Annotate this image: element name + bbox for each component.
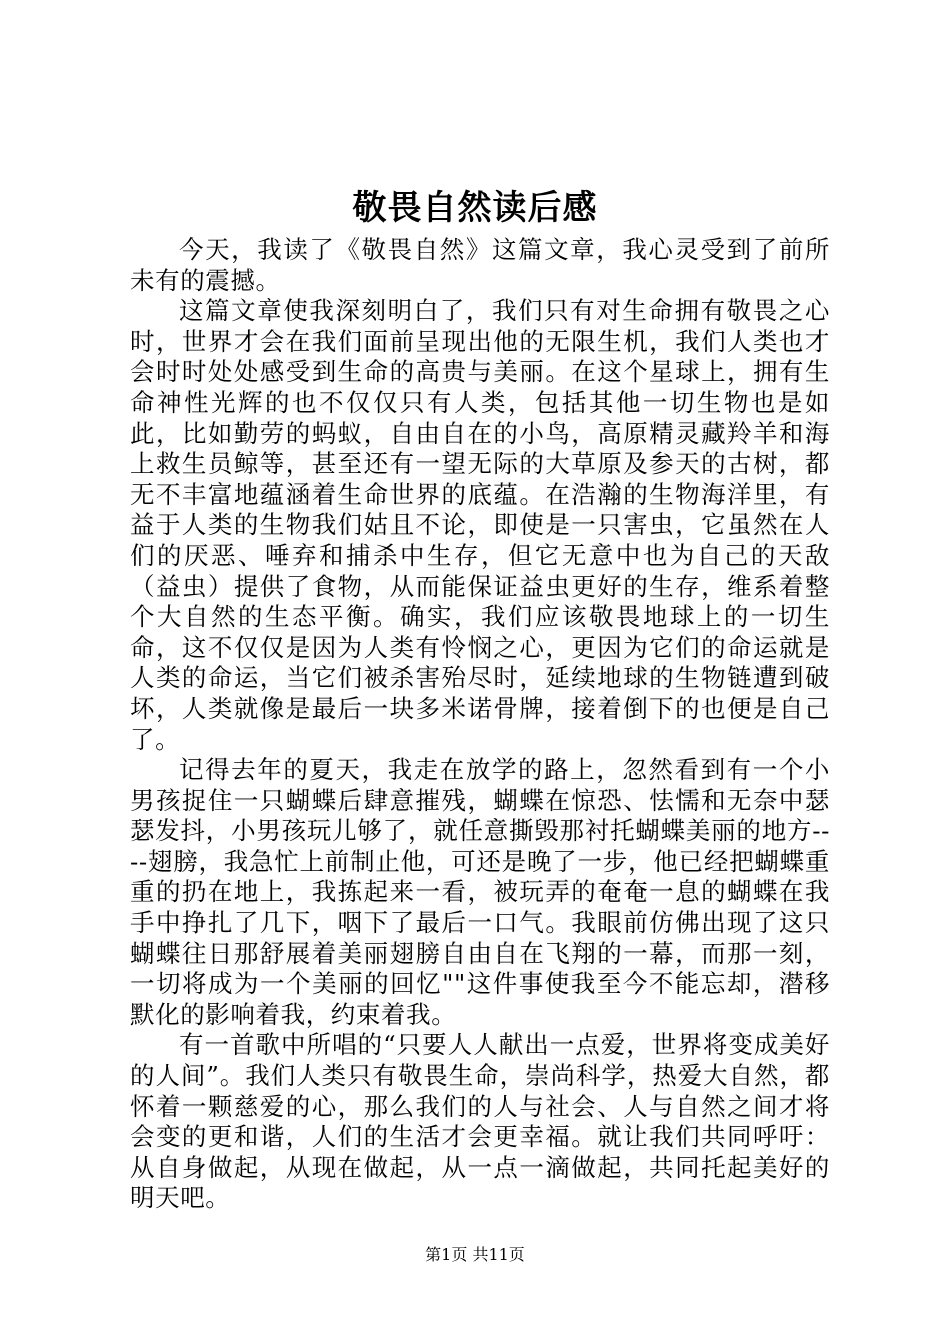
document-body (130, 235, 830, 1214)
document-title: 敬畏自然读后感 (352, 188, 598, 228)
paragraph-2: 这篇文章使我深刻明白了，我们只有对生命拥有敬畏之心时，世界才会在我们面前呈现出他的无限生机，我们人类也才会时时处处感受到生命的高贵与美丽。在这个星球上，拥有生命神性光辉的也不仅仅只有人类，包括其他一切生物也是如此，比如勤劳的蚂蚁，自由自在的小鸟，高原精灵藏羚羊和海上救生员鲸等，甚至还有一望无际的大草原及参天的古树，都无不丰富地蕴涵着生命世界的底蕴。在浩瀚的生物海洋里，有益于人类的生物我们姑且不论，即使是一只害虫，它虽然在人们的厌恶、唾弃和捕杀中生存，但它无意中也为自己的天敌（益虫）提供了食物，从而能保证益虫更好的生存，维系着整个大自然的生态平衡。确实，我们应该敬畏地球上的一切生命，这不仅仅是因为人类有怜悯之心，更因为它们的命运就是人类的命运，当它们被杀害殆尽时，延续地球的生物链遭到破坏，人类就像是最后一块多米诺骨牌，接着倒下的也便是自己了。 (130, 296, 830, 754)
page-footer: 第1页 共11页 (425, 1245, 525, 1264)
paragraph-1: 今天，我读了《敬畏自然》这篇文章，我心灵受到了前所未有的震撼。 (130, 235, 830, 295)
paragraph-3: 记得去年的夏天，我走在放学的路上，忽然看到有一个小男孩捉住一只蝴蝶后肆意摧残，蝴蝶在惊恐、怯懦和无奈中瑟瑟发抖，小男孩玩儿够了，就任意撕毁那衬托蝴蝶美丽的地方----翅膀，我急忙上前制止他，可还是晚了一步，他已经把蝴蝶重重的扔在地上，我拣起来一看，被玩弄的奄奄一息的蝴蝶在我手中挣扎了几下，咽下了最后一口气。我眼前仿佛出现了这只蝴蝶往日那舒展着美丽翅膀自由自在飞翔的一幕，而那一刻，一切将成为一个美丽的回忆""这件事使我至今不能忘却，潜移默化的影响着我，约束着我。 (130, 755, 830, 1029)
paragraph-4: 有一首歌中所唱的“只要人人献出一点爱，世界将变成美好的人间”。我们人类只有敬畏生命，崇尚科学，热爱大自然，都怀着一颗慈爱的心，那么我们的人与社会、人与自然之间才将会变的更和谐，人们的生活才会更幸福。就让我们共同呼吁：从自身做起，从现在做起，从一点一滴做起，共同托起美好的明天吧。 (130, 1030, 830, 1213)
